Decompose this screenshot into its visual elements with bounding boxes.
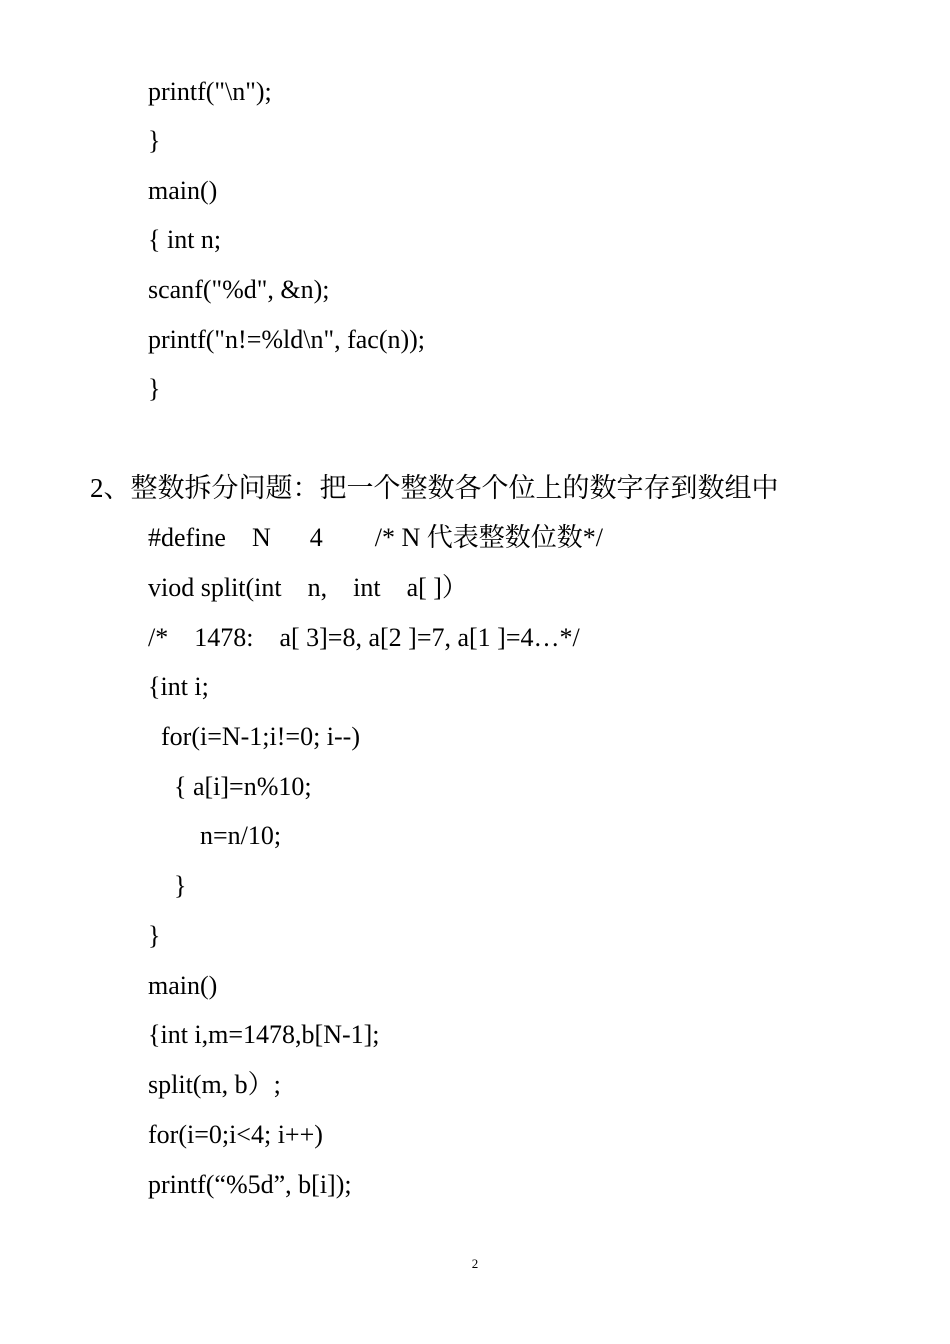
code-line: scanf("%d", &n); [148,275,330,304]
code-line: printf(“%5d”, b[i]); [148,1170,352,1199]
code-line: split(m, b）; [148,1070,281,1099]
code-line: main() [148,176,218,205]
code-line: /* 1478: a[ 3]=8, a[2 ]=7, a[1 ]=4…*/ [148,623,580,652]
code-line: printf("\n"); [148,77,272,106]
code-line: printf("n!=%ld\n", fac(n)); [148,325,426,354]
code-line: { int n; [148,225,222,254]
code-line: { a[i]=n%10; [148,772,312,801]
code-line: main() [148,971,218,1000]
section-heading: 2、整数拆分问题：把一个整数各个位上的数字存到数组中 [90,473,779,503]
code-line: #define N 4 /* N 代表整数位数*/ [148,523,603,552]
code-line: for(i=N-1;i!=0; i--) [148,722,360,751]
code-line: for(i=0;i<4; i++) [148,1120,323,1149]
code-line: } [148,126,161,155]
code-line: {int i,m=1478,b[N-1]; [148,1020,380,1049]
code-line: } [148,871,187,900]
code-line: {int i; [148,672,209,701]
code-line: n=n/10; [148,821,282,850]
code-line: } [148,374,161,403]
page-number: 2 [471,1256,479,1271]
code-line: } [148,921,161,950]
code-line: viod split(int n, int a[ ]） [148,573,468,602]
